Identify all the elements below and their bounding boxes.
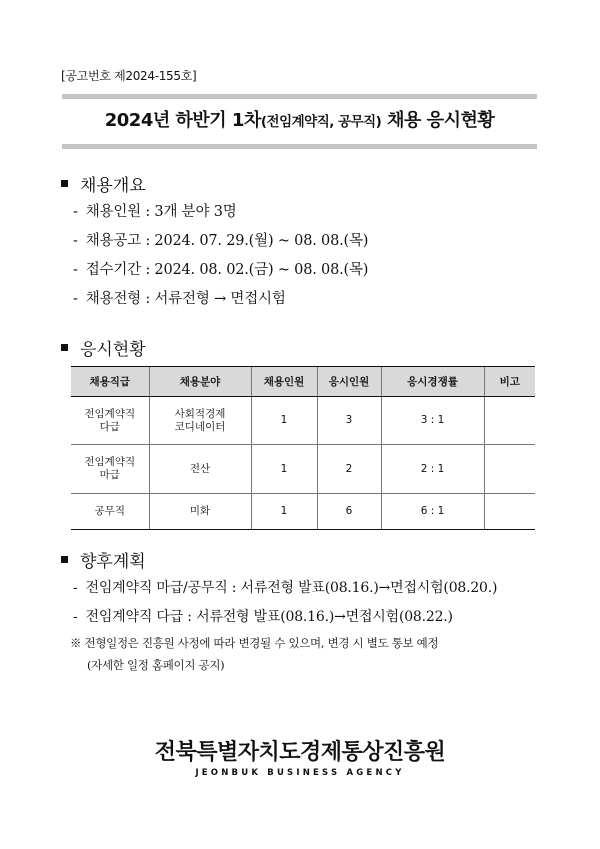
cell-ratio: 2 : 1 bbox=[381, 445, 484, 494]
organization-name: 전북특별자치도경제통상진흥원 bbox=[154, 740, 446, 765]
table-row bbox=[71, 445, 535, 494]
cell-field: 미화 bbox=[149, 494, 251, 530]
cell-openings: 1 bbox=[251, 397, 317, 445]
cell-field: 전산 bbox=[149, 445, 251, 494]
cell-openings: 1 bbox=[251, 445, 317, 494]
list-item: - 채용전형 : 서류전형 → 면접시험 bbox=[73, 291, 286, 307]
column-header: 응시경쟁률 bbox=[381, 367, 484, 397]
title-tail: 채용 응시현황 bbox=[387, 110, 495, 131]
section-status-heading: 응시현황 bbox=[61, 335, 146, 360]
title-top-rule bbox=[62, 94, 537, 99]
title-sub: (전임계약직, 공무직) bbox=[260, 114, 382, 130]
title-bottom-rule bbox=[62, 144, 537, 149]
notice-number: [공고번호 제2024-155호] bbox=[61, 69, 197, 83]
column-header: 응시인원 bbox=[317, 367, 381, 397]
column-header: 채용인원 bbox=[251, 367, 317, 397]
plan-list bbox=[73, 574, 497, 632]
list-item: - 접수기간 : 2024. 08. 02.(금) ~ 08. 08.(목) bbox=[73, 262, 369, 278]
page-title bbox=[62, 102, 537, 141]
table-header-row bbox=[71, 367, 535, 397]
cell-ratio: 3 : 1 bbox=[381, 397, 484, 445]
section-overview-heading: 채용개요 bbox=[61, 171, 146, 196]
cell-field: 사회적경제 코디네이터 bbox=[149, 397, 251, 445]
list-item: - 채용인원 : 3개 분야 3명 bbox=[73, 204, 237, 220]
section-plan-heading: 향후계획 bbox=[61, 547, 146, 572]
table-row bbox=[71, 397, 535, 445]
cell-applicants: 2 bbox=[317, 445, 381, 494]
cell-applicants: 3 bbox=[317, 397, 381, 445]
list-item: - 전임계약직 다급 : 서류전형 발표(08.16.)→면접시험(08.22.) bbox=[73, 609, 453, 625]
column-header: 채용직급 bbox=[71, 367, 149, 397]
cell-grade: 전임계약직 마급 bbox=[71, 445, 149, 494]
list-item: - 채용공고 : 2024. 07. 29.(월) ~ 08. 08.(목) bbox=[73, 233, 369, 249]
organization-english-name: JEONBUK BUSINESS AGENCY bbox=[195, 768, 405, 778]
cell-grade: 전임계약직 다급 bbox=[71, 397, 149, 445]
title-main: 2024년 하반기 1차 bbox=[104, 110, 261, 131]
cell-note bbox=[484, 445, 535, 494]
table-row bbox=[71, 494, 535, 530]
list-item: - 전임계약직 마급/공무직 : 서류전형 발표(08.16.)→면접시험(08.20.) bbox=[73, 580, 498, 596]
note-line: ※ 전형일정은 진흥원 사정에 따라 변경될 수 있으며, 변경 시 별도 통보 예정 bbox=[70, 636, 439, 650]
cell-grade: 공무직 bbox=[71, 494, 149, 530]
note-line: (자세한 일정 홈페이지 공지) bbox=[87, 658, 225, 672]
cell-note bbox=[484, 397, 535, 445]
column-header: 채용분야 bbox=[149, 367, 251, 397]
schedule-note bbox=[70, 632, 438, 676]
status-table bbox=[71, 366, 535, 530]
square-bullet-icon bbox=[61, 180, 68, 187]
cell-applicants: 6 bbox=[317, 494, 381, 530]
square-bullet-icon bbox=[61, 344, 68, 351]
cell-note bbox=[484, 494, 535, 530]
overview-list bbox=[73, 198, 368, 314]
square-bullet-icon bbox=[61, 556, 68, 563]
column-header: 비고 bbox=[484, 367, 535, 397]
cell-ratio: 6 : 1 bbox=[381, 494, 484, 530]
cell-openings: 1 bbox=[251, 494, 317, 530]
